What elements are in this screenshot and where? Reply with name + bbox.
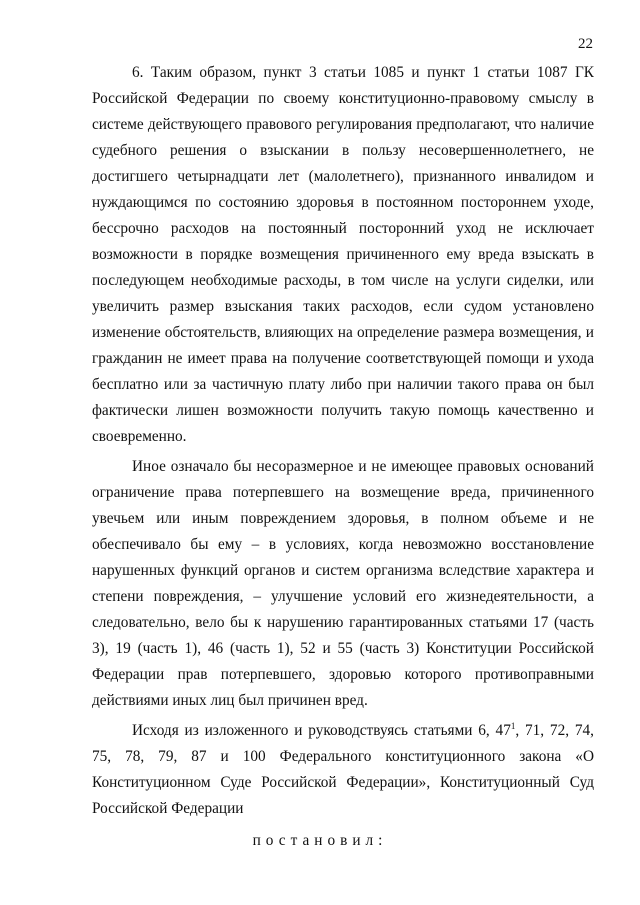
final-paragraph-text-b: , 71, 72, 74, 75, 78, 79, 87 и 100 Федерального конституционного закона «О Конституционном Суде Российской Федерации», Конституционный Суд Российской Федерации [92, 722, 594, 817]
article-superscript: 1 [510, 720, 516, 731]
document-body [92, 60, 594, 826]
final-paragraph-text-a: Исходя из изложенного и руководствуясь статьями 6, 47 [132, 722, 511, 739]
paragraph-otherwise: Иное означало бы несоразмерное и не имеющее правовых оснований ограничение права потерпевшего на возмещение вреда, причиненного увечьем или иным повреждением здоровья, в полном объеме и не обеспечивало бы ему – в условиях, когда невозможно восстановление нарушенных функций органов и систем организма вследствие характера и степени повреждения, – улучшение условий его жизнедеятельности, а следовательно, вело бы к нарушению гарантированных статьями 17 (часть 3), 19 (часть 1), 46 (часть 1), 52 и 55 (часть 3) Конституции Российской Федерации прав потерпевшего, здоровью которого противоправными действиями иных лиц был причинен вред. [92, 458, 594, 709]
paragraph-based-on [92, 718, 594, 822]
resolution-heading: постановил: [252, 832, 388, 849]
paragraph-6-conclusion: 6. Таким образом, пункт 3 статьи 1085 и пункт 1 статьи 1087 ГК Российской Федерации по своему конституционно-правовому смыслу в системе действующего правового регулирования предполагают, что наличие судебного решения о взыскании в пользу несовершеннолетнего, не достигшего четырнадцати лет (малолетнего), признанного инвалидом и нуждающимся по состоянию здоровья в постоянном постороннем уходе, бессрочно расходов на постоянный посторонний уход не исключает возможности в порядке возмещения причиненного ему вреда взыскать в последующем необходимые расходы, в том числе на услуги сиделки, или увеличить размер взыскания таких расходов, если судом установлено изменение обстоятельств, влияющих на определение размера возмещения, и гражданин не имеет права на получение соответствующей помощи и ухода бесплатно или за частичную плату либо при наличии такого права он был фактически лишен возможности получить такую помощь качественно и своевременно. [92, 64, 594, 445]
page-number: 22 [578, 36, 593, 52]
